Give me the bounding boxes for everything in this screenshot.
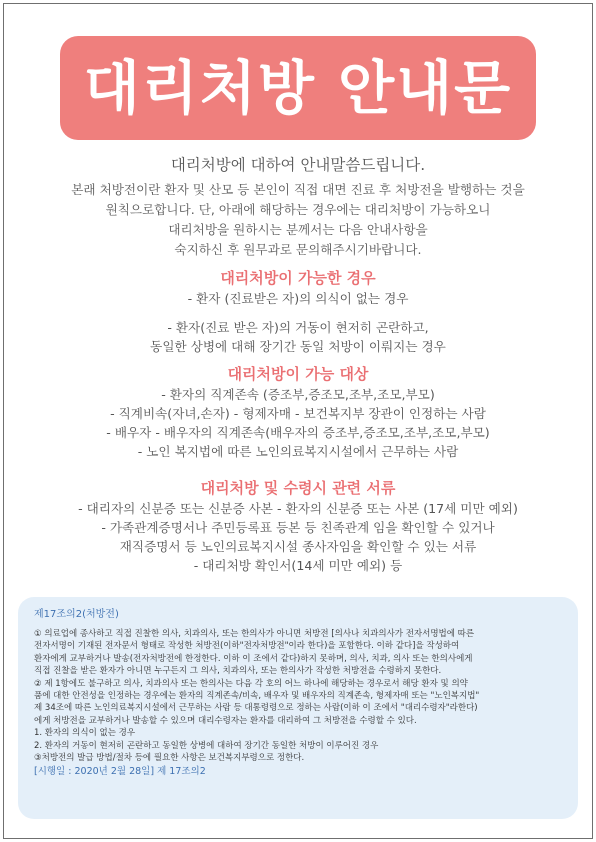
section-item: - 대리처방 확인서(14세 미만 예외) 등 — [193, 558, 403, 573]
law-header: 제17조의2(처방전) — [34, 609, 119, 620]
law-line: 직접 진찰을 받은 환자가 아니면 누구든지 그 의사, 치과의사, 또는 한의사가 작성한 처방전을 수령하지 못한다. — [34, 666, 442, 677]
law-line: ① 의료업에 종사하고 직접 진찰한 의사, 치과의사, 또는 한의사가 아니면 처방전 [의사나 치과의사가 전자서명법에 따른 — [34, 629, 475, 639]
law-line: 환자에게 교부하거나 발송(전자처방전에 한정한다. 이하 이 조에서 같다)하지 못하며, 의사, 치과, 의사 또는 한의사에게 — [34, 653, 473, 664]
law-footer: [시행일 : 2020년 2월 28일] 제 17조의2 — [34, 766, 206, 778]
intro-line: 대리처방을 원하시는 분께서는 다음 안내사항을 — [168, 222, 428, 237]
intro-line: 숙지하신 후 원무과로 문의해주시기바랍니다. — [174, 242, 422, 257]
title-banner — [60, 36, 536, 140]
law-line: 에게 처방전을 교부하거나 발송할 수 있으며 대리수령자는 환자를 대리하여 그 처방전을 수령할 수 있다. — [34, 715, 417, 726]
law-line: 품에 대한 안전성을 인정하는 경우에는 환자의 직계존속/비속, 배우자 및 배우자의 직계존속, 형제자매 또는 "노인복지법" — [34, 691, 480, 702]
page-title: 대리처방 안내문 — [83, 54, 513, 122]
section-title: 대리처방 및 수령시 관련 서류 — [200, 479, 396, 497]
law-line: 1. 환자의 의식이 없는 경우 — [34, 728, 136, 739]
section-item: - 가족관계증명서나 주민등록표 등본 등 친족관계 임을 확인할 수 있거나 — [101, 520, 495, 535]
law-excerpt-box — [18, 597, 578, 819]
intro-body — [0, 180, 596, 260]
intro-line: 본래 처방전이란 환자 및 산모 등 본인이 직접 대면 진료 후 처방전을 발행하는 것을 — [71, 182, 525, 197]
intro-block — [0, 153, 596, 260]
law-line: 전자서명이 기재된 전자문서 형태로 작성한 처방전(이하"전자처방전"이라 한다)을 포함한다. 이하 같다]을 작성하여 — [34, 641, 460, 652]
section-item: - 대리자의 신분증 또는 신분증 사본 - 환자의 신분증 또는 사본 (17세 미만 예외) — [78, 501, 518, 516]
law-line: ③처방전의 발급 방법/절차 등에 필요한 사항은 보건복지부령으로 정한다. — [34, 753, 305, 764]
section-item: - 배우자 - 배우자의 직계존속(배우자의 증조부,증조모,조부,조모,부모) — [106, 425, 490, 440]
section-possible-cases — [0, 267, 596, 356]
section-required-documents — [0, 477, 596, 575]
section-title: 대리처방이 가능한 경우 — [220, 269, 376, 287]
spacer — [0, 308, 596, 318]
section-item: - 직계비속(자녀,손자) - 형제자매 - 보건복지부 장관이 인정하는 사람 — [110, 406, 486, 421]
law-line: ② 제 1항에도 불구하고 의사, 치과의사 또는 한의사는 다음 각 호의 어느 하나에 해당하는 경우로서 해당 환자 및 의약 — [34, 678, 468, 689]
section-item: 동일한 상병에 대해 장기간 동일 처방이 이뤄지는 경우 — [150, 339, 446, 354]
intro-line: 원칙으로합니다. 단, 아래에 해당하는 경우에는 대리처방이 가능하오니 — [105, 202, 491, 217]
intro-heading: 대리처방에 대하여 안내말씀드립니다. — [170, 156, 426, 174]
section-title: 대리처방이 가능 대상 — [227, 365, 369, 383]
section-item: - 환자의 직계존속 (증조부,증조모,조부,조모,부모) — [161, 387, 435, 402]
law-line: 제 34조에 따른 노인의료복지시설에서 근무하는 사람 등 대통령령으로 정하는 사람(이하 이 조에서 "대리수령자"라한다) — [34, 703, 478, 714]
section-eligible-persons — [0, 363, 596, 461]
section-item: - 환자 (진료받은 자)의 의식이 없는 경우 — [187, 291, 409, 306]
section-item: 재직증명서 등 노인의료복지시설 종사자임을 확인할 수 있는 서류 — [119, 539, 477, 554]
law-line: 2. 환자의 거동이 현저히 곤란하고 동일한 상병에 대하여 장기간 동일한 처방이 이루어진 경우 — [34, 740, 379, 751]
section-item: - 환자(진료 받은 자)의 거동이 현저히 곤란하고, — [167, 320, 429, 335]
section-item: - 노인 복지법에 따른 노인의료복지시설에서 근무하는 사람 — [137, 444, 459, 459]
